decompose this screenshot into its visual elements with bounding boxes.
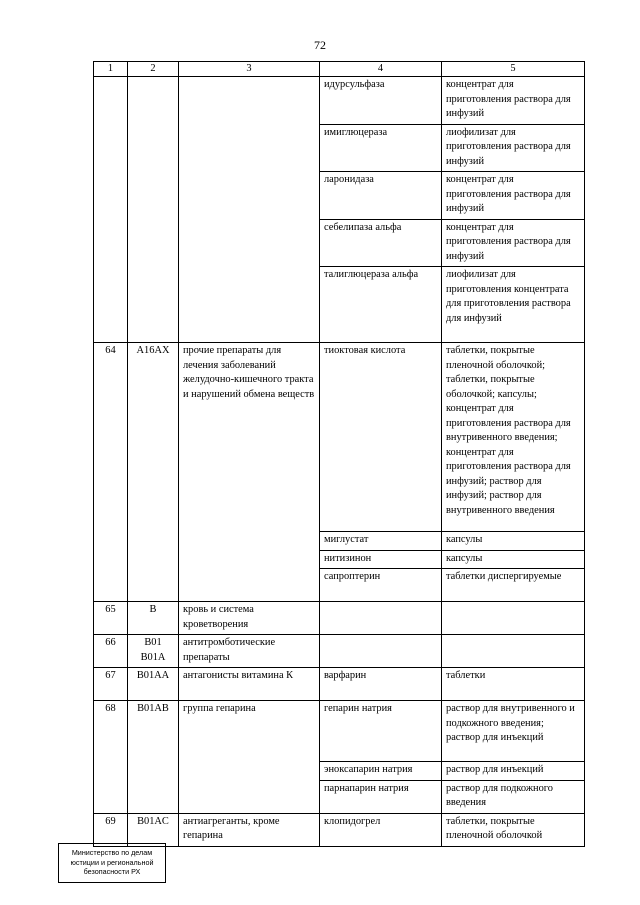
table-row bbox=[94, 813, 585, 846]
atc-code-cell: B bbox=[128, 602, 179, 635]
dosage-form: таблетки, покрытые пленочной оболочкой bbox=[442, 813, 585, 846]
stamp-line-3: безопасности РХ bbox=[83, 867, 141, 877]
drug-name: талиглюцераза альфа bbox=[320, 267, 442, 343]
dosage-form: лиофилизат для приготовления раствора для инфузий bbox=[442, 124, 585, 172]
group-cell: группа гепарина bbox=[179, 701, 320, 814]
row-number-cell bbox=[94, 77, 128, 343]
table-row bbox=[94, 635, 585, 668]
table-row bbox=[94, 602, 585, 635]
group-cell: кровь и система кроветворения bbox=[179, 602, 320, 635]
atc-code-line-2: B01A bbox=[140, 651, 166, 663]
table-row bbox=[94, 668, 585, 701]
dosage-form: концентрат для приготовления раствора для инфузий bbox=[442, 77, 585, 125]
dosage-form: капсулы bbox=[442, 550, 585, 569]
column-number-4: 4 bbox=[320, 62, 442, 77]
drug-name: гепарин натрия bbox=[320, 701, 442, 762]
drug-name: эноксапарин натрия bbox=[320, 762, 442, 781]
group-cell: антагонисты витамина К bbox=[179, 668, 320, 701]
drug-name bbox=[320, 602, 442, 635]
drug-name: варфарин bbox=[320, 668, 442, 701]
dosage-form: лиофилизат для приготовления концентрата для приготовления раствора для инфузий bbox=[442, 267, 585, 343]
row-number-cell: 66 bbox=[94, 635, 128, 668]
atc-code-cell: B01AC bbox=[128, 813, 179, 846]
dosage-form: раствор для инъекций bbox=[442, 762, 585, 781]
dosage-form bbox=[442, 602, 585, 635]
table-header-row bbox=[94, 62, 585, 77]
dosage-form: таблетки, покрытые пленочной оболочкой; таблетки, покрытые оболочкой; капсулы; концентрат для приготовления раствора для внутривенного введения; концентрат для приготовления раствора для инфузий; раствор для инфузий; раствор для внутривенного введения bbox=[442, 343, 585, 532]
atc-code-cell bbox=[128, 77, 179, 343]
drug-name: парнапарин натрия bbox=[320, 780, 442, 813]
atc-code-cell bbox=[128, 635, 179, 668]
stamp-line-1: Министерство по делам bbox=[71, 848, 153, 857]
atc-code-cell: A16AX bbox=[128, 343, 179, 602]
row-number-cell: 69 bbox=[94, 813, 128, 846]
dosage-form: капсулы bbox=[442, 532, 585, 551]
table-row bbox=[94, 77, 585, 125]
page-number: 72 bbox=[314, 38, 326, 52]
drug-name: имиглюцераза bbox=[320, 124, 442, 172]
dosage-form: таблетки диспергируемые bbox=[442, 569, 585, 602]
atc-code-cell: B01AB bbox=[128, 701, 179, 814]
drug-list-table bbox=[93, 61, 585, 847]
drug-name: клопидогрел bbox=[320, 813, 442, 846]
drug-name: миглустат bbox=[320, 532, 442, 551]
dosage-form: концентрат для приготовления раствора для инфузий bbox=[442, 219, 585, 267]
row-number-cell: 65 bbox=[94, 602, 128, 635]
dosage-form: раствор для внутривенного и подкожного введения; раствор для инъекций bbox=[442, 701, 585, 762]
group-cell: антитромботические препараты bbox=[179, 635, 320, 668]
column-number-2: 2 bbox=[128, 62, 179, 77]
column-number-1: 1 bbox=[94, 62, 128, 77]
dosage-form: раствор для подкожного введения bbox=[442, 780, 585, 813]
drug-name: нитизинон bbox=[320, 550, 442, 569]
drug-name: идурсульфаза bbox=[320, 77, 442, 125]
dosage-form bbox=[442, 635, 585, 668]
group-cell: антиагреганты, кроме гепарина bbox=[179, 813, 320, 846]
group-cell bbox=[179, 77, 320, 343]
group-cell: прочие препараты для лечения заболеваний желудочно-кишечного тракта и нарушений обмена веществ bbox=[179, 343, 320, 602]
dosage-form: концентрат для приготовления раствора для инфузий bbox=[442, 172, 585, 220]
drug-name: сапроптерин bbox=[320, 569, 442, 602]
dosage-form: таблетки bbox=[442, 668, 585, 701]
column-number-3: 3 bbox=[179, 62, 320, 77]
drug-name: тиоктовая кислота bbox=[320, 343, 442, 532]
atc-code-line-1: B01 bbox=[144, 637, 162, 648]
table-row bbox=[94, 343, 585, 532]
stamp-line-2: юстиции и региональной bbox=[70, 857, 154, 867]
row-number-cell: 68 bbox=[94, 701, 128, 814]
ministry-stamp bbox=[58, 843, 166, 883]
atc-code-cell: B01AA bbox=[128, 668, 179, 701]
drug-name bbox=[320, 635, 442, 668]
row-number-cell: 67 bbox=[94, 668, 128, 701]
drug-name: себелипаза альфа bbox=[320, 219, 442, 267]
row-number-cell: 64 bbox=[94, 343, 128, 602]
table-row bbox=[94, 701, 585, 762]
drug-name: ларонидаза bbox=[320, 172, 442, 220]
column-number-5: 5 bbox=[442, 62, 585, 77]
